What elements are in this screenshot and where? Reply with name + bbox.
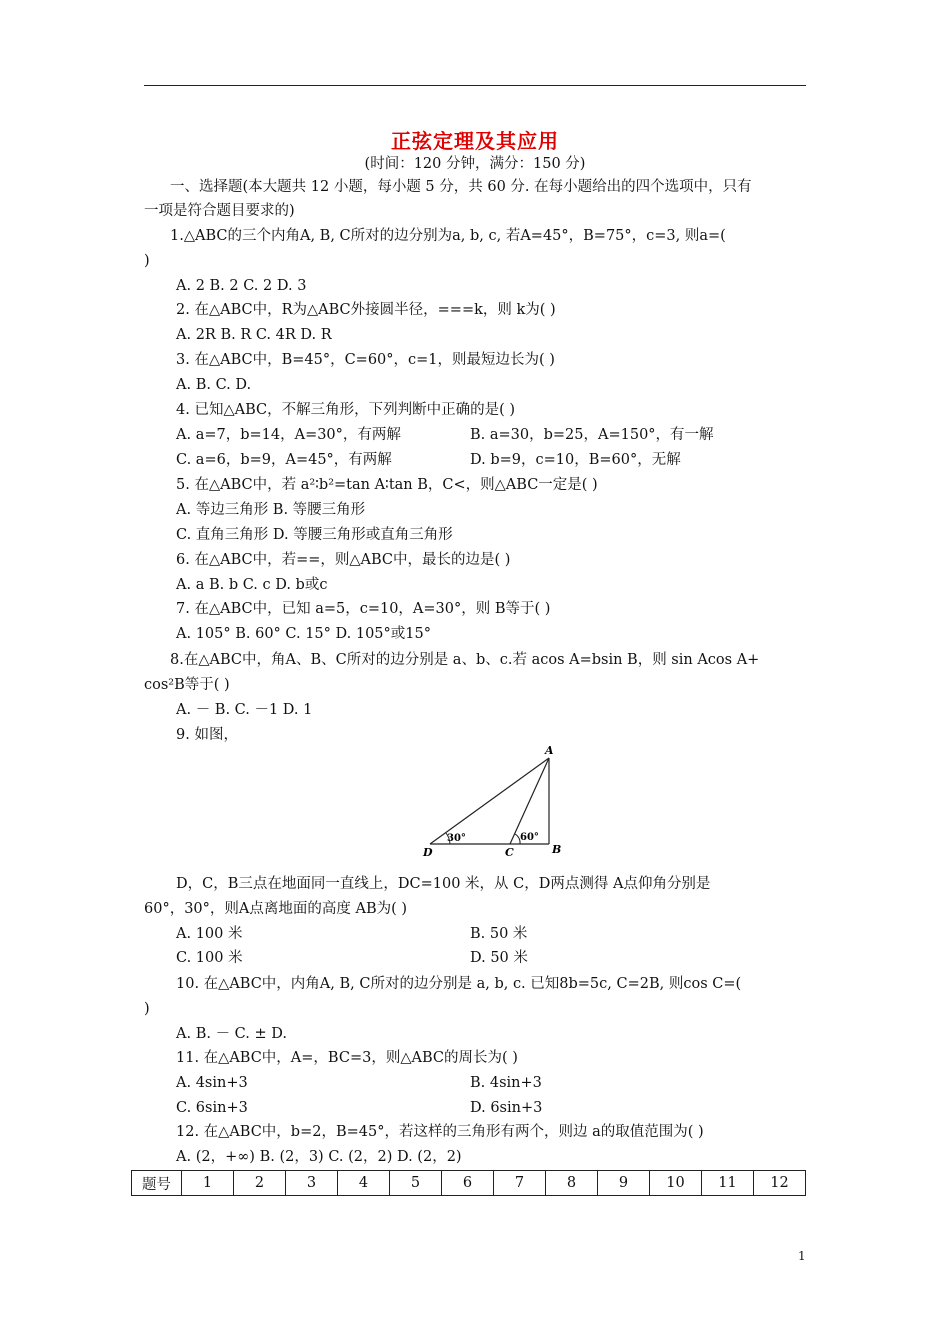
question-4-option-a: A. a=7，b=14，A=30°，有两解 [176,427,401,443]
question-4: 4. 已知△ABC，不解三角形，下列判断中正确的是( ) [176,402,516,418]
answer-cell: 6 [442,1171,494,1196]
question-9-body: D，C，B三点在地面同一直线上，DC=100 米，从 C，D两点测得 A点仰角分别是 [176,876,711,892]
question-1-cont: ) [144,253,150,269]
answer-cell: 12 [754,1171,806,1196]
question-7: 7. 在△ABC中，已知 a=5，c=10，A=30°，则 B等于( ) [176,601,551,617]
question-11-option-a: A. 4sin+3 [176,1075,248,1091]
question-9-option-c: C. 100 米 [176,950,243,966]
question-9-body-cont: 60°，30°，则A点离地面的高度 AB为( ) [144,901,408,917]
section-heading: 一、选择题(本大题共 12 小题，每小题 5 分，共 60 分. 在每小题给出的四个选项中，只有 [170,179,752,195]
answer-cell: 7 [494,1171,546,1196]
answer-cell: 8 [546,1171,598,1196]
question-8-options: A. － B. C. －1 D. 1 [176,702,313,718]
page-number: 1 [798,1249,806,1263]
question-4-option-c: C. a=6，b=9，A=45°，有两解 [176,452,392,468]
angle-label-d: 30° [447,833,466,844]
question-3-options: A. B. C. D. [176,377,252,393]
answer-table [131,1170,806,1196]
question-3: 3. 在△ABC中，B=45°，C=60°，c=1，则最短边长为( ) [176,352,555,368]
question-11-option-b: B. 4sin+3 [470,1075,542,1091]
label-b: B [552,843,562,856]
page-title: 正弦定理及其应用 [391,129,559,153]
question-4-option-d: D. b=9，c=10，B=60°，无解 [470,452,681,468]
question-6-options: A. a B. b C. c D. b或c [176,577,328,593]
question-11-option-c: C. 6sin+3 [176,1100,248,1116]
question-9-option-a: A. 100 米 [176,926,243,942]
question-4-option-b: B. a=30，b=25，A=150°，有一解 [470,427,714,443]
page-subtitle: (时间：120 分钟，满分：150 分) [364,156,586,172]
answer-cell: 11 [702,1171,754,1196]
answer-cell: 2 [234,1171,286,1196]
question-5-options-cd: C. 直角三角形 D. 等腰三角形或直角三角形 [176,527,453,543]
answer-table-header: 题号 [132,1171,182,1196]
question-5-options-ab: A. 等边三角形 B. 等腰三角形 [176,502,366,518]
section-heading-cont: 一项是符合题目要求的) [144,203,295,219]
question-10: 10. 在△ABC中，内角A, B, C所对的边分别是 a, b, c. 已知8b=5c, C=2B, 则cos C=( [176,976,742,992]
question-9-option-b: B. 50 米 [470,926,528,942]
question-8-cont: cos²B等于( ) [144,677,230,693]
answer-cell: 4 [338,1171,390,1196]
answer-cell: 3 [286,1171,338,1196]
question-9: 9. 如图， [176,727,238,743]
answer-table-row [132,1171,806,1196]
question-5: 5. 在△ABC中，若 a²∶b²=tan A∶tan B，C<，则△ABC一定是( ) [176,477,598,493]
answer-cell: 1 [182,1171,234,1196]
answer-cell: 9 [598,1171,650,1196]
question-8: 8.在△ABC中，角A、B、C所对的边分别是 a、b、c.若 acos A=bsin B，则 sin Acos A+ [170,652,760,668]
triangle-figure [418,742,568,860]
question-2: 2. 在△ABC中，R为△ABC外接圆半径，===k，则 k为( ) [176,302,556,318]
question-10-cont: ) [144,1001,150,1017]
question-1: 1.△ABC的三个内角A, B, C所对的边分别为a, b, c, 若A=45°，B=75°，c=3, 则a=( [170,228,726,244]
question-7-options: A. 105° B. 60° C. 15° D. 105°或15° [176,626,431,642]
question-12-options: A. (2，+∞) B. (2，3) C. (2，2) D. (2，2) [176,1149,462,1165]
question-11-option-d: D. 6sin+3 [470,1100,543,1116]
question-1-options: A. 2 B. 2 C. 2 D. 3 [176,278,307,294]
question-10-options: A. B. － C. ± D. [176,1026,287,1042]
question-11: 11. 在△ABC中，A=，BC=3，则△ABC的周长为( ) [176,1050,518,1066]
answer-cell: 10 [650,1171,702,1196]
question-6: 6. 在△ABC中，若==，则△ABC中，最长的边是( ) [176,552,511,568]
label-d: D [423,846,433,859]
answer-cell: 5 [390,1171,442,1196]
question-9-option-d: D. 50 米 [470,950,528,966]
header-rule [144,85,806,86]
question-12: 12. 在△ABC中，b=2，B=45°，若这样的三角形有两个，则边 a的取值范围为( ) [176,1124,704,1140]
angle-label-c: 60° [520,832,539,843]
label-c: C [505,846,514,859]
question-2-options: A. 2R B. R C. 4R D. R [176,327,332,343]
label-a: A [545,744,554,757]
